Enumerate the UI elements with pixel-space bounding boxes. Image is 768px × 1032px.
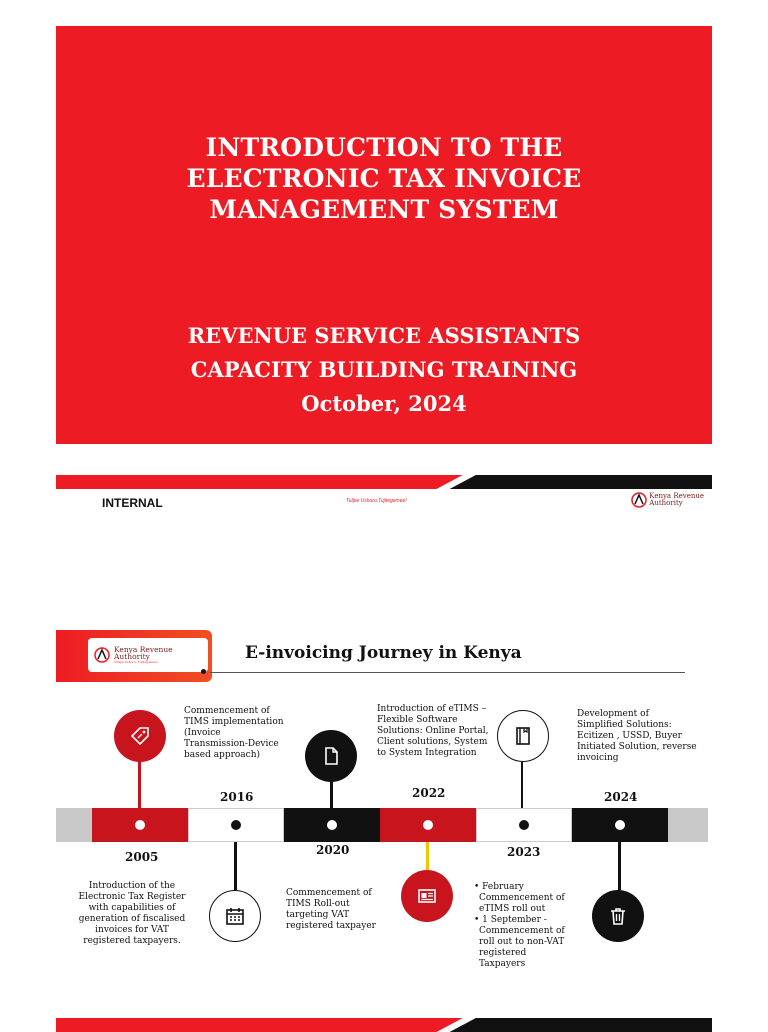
notebook-icon bbox=[511, 724, 535, 748]
document-icon bbox=[319, 744, 343, 768]
milestone-2020-circle bbox=[305, 730, 357, 782]
kra-emblem-icon bbox=[631, 492, 647, 508]
milestone-2023-text bbox=[474, 882, 574, 970]
year-label-2005: 2005 bbox=[125, 850, 159, 864]
timeline-segment-2016 bbox=[188, 808, 284, 842]
tag-icon bbox=[128, 724, 152, 748]
title-divider bbox=[210, 672, 685, 673]
timeline-segment-2020 bbox=[284, 808, 380, 842]
title-slide bbox=[56, 26, 712, 444]
timeline-segment-2024 bbox=[572, 808, 668, 842]
kra-emblem-icon bbox=[94, 647, 110, 663]
year-label-2024: 2024 bbox=[604, 790, 638, 804]
milestone-2020-text: Commencement of TIMS Roll-out targeting VAT registered taxpayer bbox=[286, 888, 376, 931]
year-label-2023: 2023 bbox=[507, 845, 541, 859]
footer-band bbox=[56, 475, 712, 489]
timeline-bar bbox=[56, 808, 708, 842]
slide-title: INTRODUCTION TO THE ELECTRONIC TAX INVOICE MANAGEMENT SYSTEM bbox=[186, 133, 582, 224]
timeline-start-cap bbox=[56, 808, 92, 842]
milestone-2022-circle bbox=[401, 870, 453, 922]
slide-header-bar bbox=[56, 630, 212, 682]
header-dot bbox=[201, 669, 206, 674]
milestone-2016-text: Commencement of TIMS implementation (Invoice Transmission-Device based approach) bbox=[184, 706, 284, 760]
kra-logo: Kenya Revenue Authority bbox=[631, 492, 704, 508]
year-label-2020: 2020 bbox=[316, 843, 350, 857]
timeline-end-cap bbox=[668, 808, 708, 842]
timeline-segment-2005 bbox=[92, 808, 188, 842]
trash-icon bbox=[606, 904, 630, 928]
timeline-segment-2022 bbox=[380, 808, 476, 842]
milestone-2023-circle bbox=[497, 710, 549, 762]
footer-band bbox=[56, 1018, 712, 1032]
year-label-2016: 2016 bbox=[220, 790, 254, 804]
id-card-icon bbox=[415, 884, 439, 908]
year-label-2022: 2022 bbox=[412, 786, 446, 800]
tagline: Tulipe Ushuru,Tujitegemee! bbox=[346, 498, 407, 504]
list-item: • February Commencement of eTIMS roll out bbox=[474, 882, 574, 915]
slide-footer bbox=[56, 490, 712, 520]
milestone-2022-text: Introduction of eTIMS – Flexible Software Solutions: Online Portal, Client solutions, System to System Integration bbox=[377, 704, 489, 758]
milestone-2005-text: Introduction of the Electronic Tax Register with capabilities of generation of fiscalised invoices for VAT registered taxpayers. bbox=[78, 881, 186, 946]
milestone-2016-circle bbox=[209, 890, 261, 942]
milestone-2024-circle bbox=[592, 890, 644, 942]
slide-title: E-invoicing Journey in Kenya bbox=[245, 643, 522, 663]
slide-subtitle: REVENUE SERVICE ASSISTANTS CAPACITY BUILDING TRAINING October, 2024 bbox=[187, 323, 581, 416]
classification-label: INTERNAL bbox=[102, 496, 163, 510]
milestone-2005-circle bbox=[114, 710, 166, 762]
calendar-icon bbox=[223, 904, 247, 928]
milestone-2024-text: Development of Simplified Solutions: Ecitizen , USSD, Buyer Initiated Solution, reverse invoicing bbox=[577, 709, 697, 763]
kra-logo: Kenya Revenue Authority Tulipe Ushuru, Tujitegemee! bbox=[88, 638, 208, 672]
list-item: • 1 September - Commencement of roll out to non-VAT registered Taxpayers bbox=[474, 915, 574, 970]
timeline-segment-2023 bbox=[476, 808, 572, 842]
